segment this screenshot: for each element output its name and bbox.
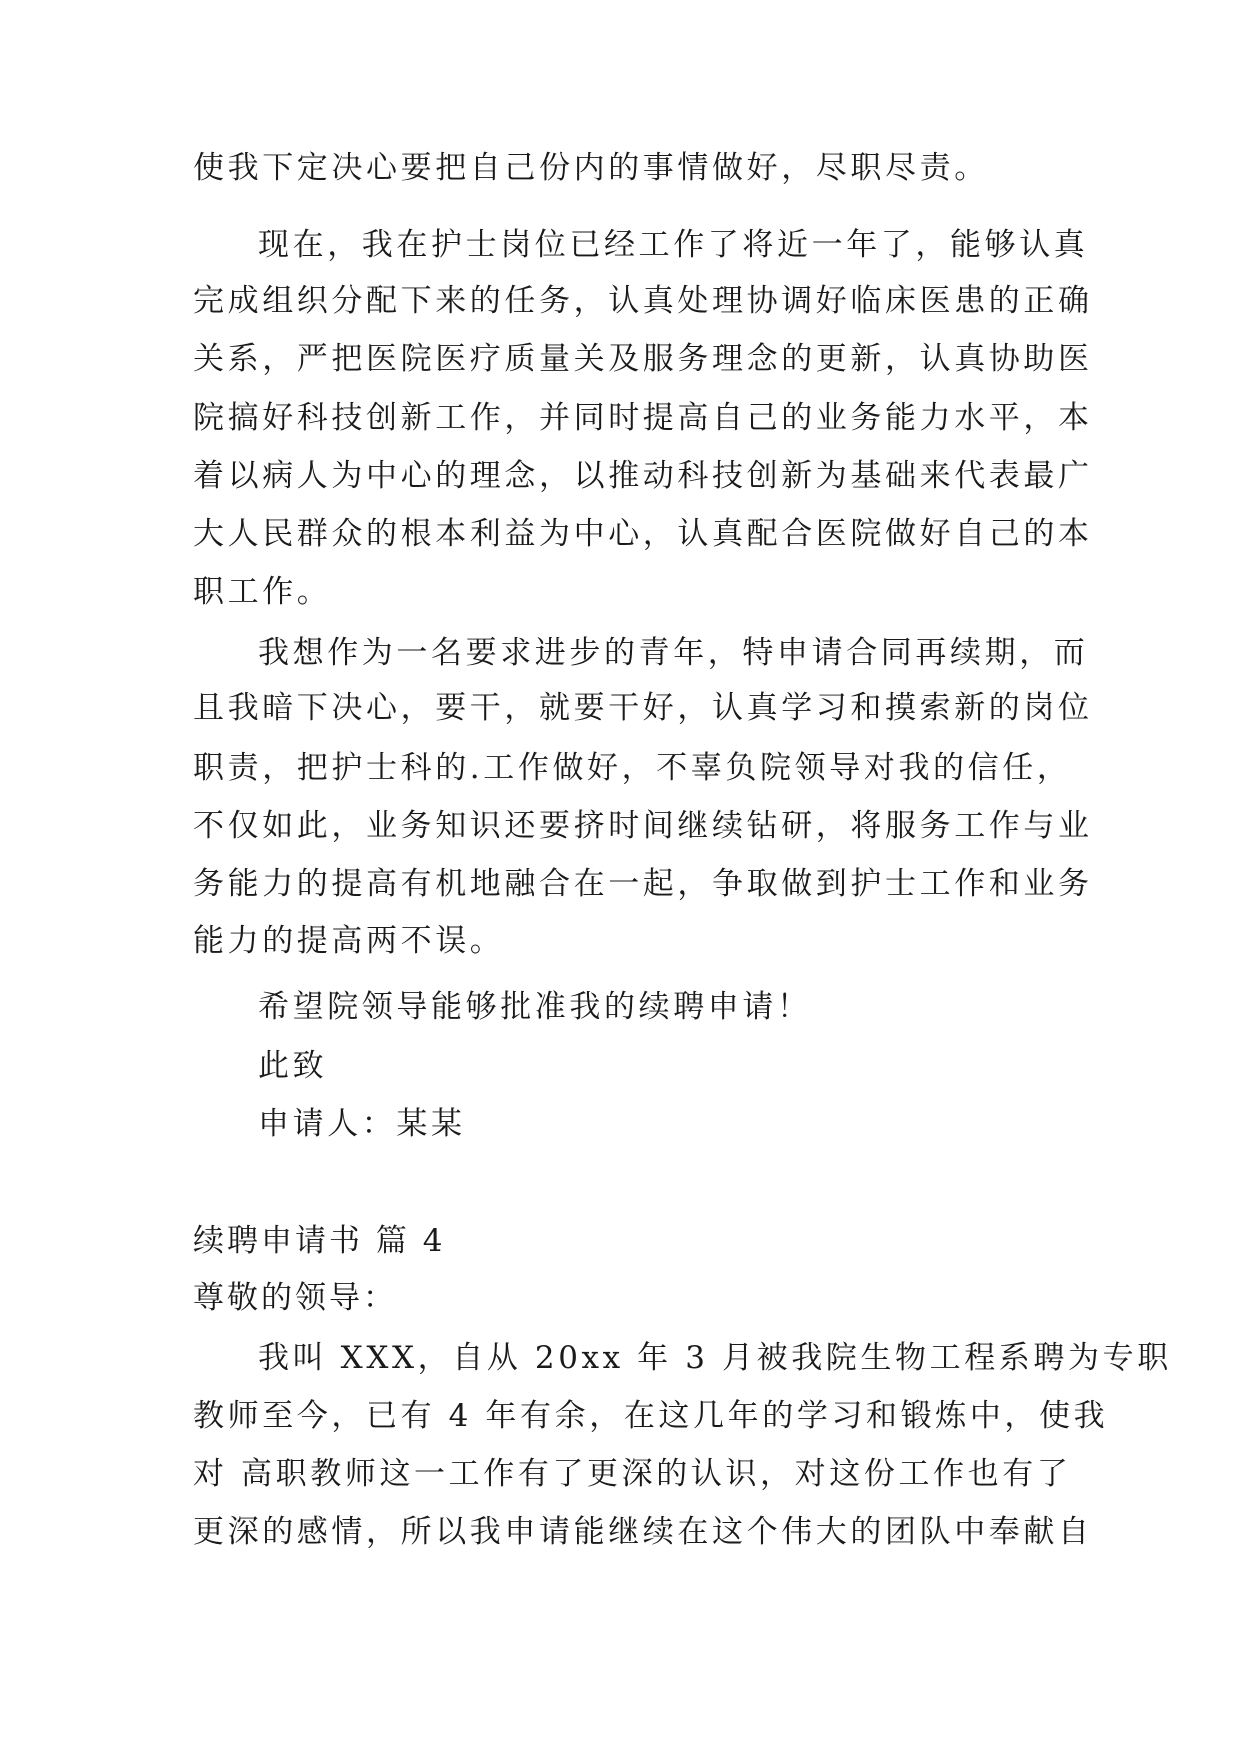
- text-line: 职责，把护士科的.工作做好，不辜负院领导对我的信任，: [193, 750, 1072, 786]
- salutation-closing: 此致: [258, 1048, 328, 1084]
- paragraph-start-line: 现在，我在护士岗位已经工作了将近一年了，能够认真: [258, 227, 1089, 263]
- text-line: 更深的感情，所以我申请能继续在这个伟大的团队中奉献自: [193, 1514, 1093, 1550]
- text-line: 大人民群众的根本利益为中心，认真配合医院做好自己的本: [193, 516, 1093, 552]
- letter-greeting: 尊敬的领导：: [193, 1280, 397, 1316]
- text-line: 院搞好科技创新工作，并同时提高自己的业务能力水平，本: [193, 400, 1093, 436]
- text-line: 职工作。: [193, 574, 332, 610]
- paragraph-start-line: 我叫 XXX，自从 20xx 年 3 月被我院生物工程系聘为专职: [258, 1340, 1172, 1376]
- text-line: 且我暗下决心，要干，就要干好，认真学习和摸索新的岗位: [193, 690, 1093, 726]
- text-line: 能力的提高两不误。: [193, 923, 505, 959]
- text-line: 对 高职教师这一工作有了更深的认识，对这份工作也有了: [193, 1456, 1072, 1492]
- text-line: 使我下定决心要把自己份内的事情做好，尽职尽责。: [193, 150, 989, 186]
- text-line: 关系，严把医院医疗质量关及服务理念的更新，认真协助医: [193, 341, 1093, 377]
- text-line: 完成组织分配下来的任务，认真处理协调好临床医患的正确: [193, 283, 1093, 319]
- text-line: 务能力的提高有机地融合在一起，争取做到护士工作和业务: [193, 866, 1093, 902]
- text-line: 着以病人为中心的理念，以推动科技创新为基础来代表最广: [193, 458, 1093, 494]
- paragraph-start-line: 我想作为一名要求进步的青年，特申请合同再续期，而: [258, 635, 1089, 671]
- closing-request-line: 希望院领导能够批准我的续聘申请！: [258, 989, 812, 1025]
- section-title: 续聘申请书 篇 4: [193, 1223, 446, 1259]
- text-line: 不仅如此，业务知识还要挤时间继续钻研，将服务工作与业: [193, 808, 1093, 844]
- text-line: 教师至今，已有 4 年有余，在这几年的学习和锻炼中，使我: [193, 1398, 1109, 1434]
- applicant-signature-line: 申请人：某某: [258, 1106, 466, 1142]
